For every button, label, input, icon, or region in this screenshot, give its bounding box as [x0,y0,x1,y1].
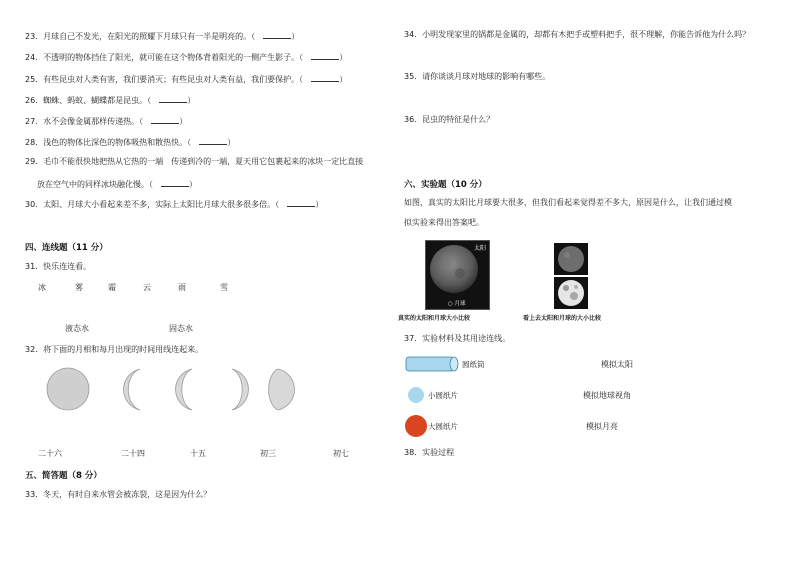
state-label: 固态水 [169,324,193,333]
caption-apparent-size: 看上去太阳和月球的大小比较 [523,315,602,322]
state-label: 液态水 [65,324,89,333]
large-disc-icon [403,413,429,439]
question-38: 38．实验过程 [404,448,455,457]
question-27: 27．水不会像金属那样传递热。（ ） [25,117,188,126]
experiment-intro-line1: 如图，真实的太阳比月球要大很多，但我们看起来觉得差不多大，原因是什么，让我们通过模 [404,198,732,207]
question-25: 25．有些昆虫对人类有害，我们要消灭；有些昆虫对人类有益，我们要保护。（ ） [25,75,348,84]
sun-disc-icon [554,243,588,275]
date-label: 十五 [190,449,206,458]
weather-word: 云 [143,283,151,292]
question-34: 34．小明发现家里的锅都是金属的，却都有木把手或塑料把手，很不理解，你能告诉他为什么吗？ [404,30,751,39]
date-label: 初三 [260,449,276,458]
weather-word: 霜 [108,283,116,292]
question-29-line2: 放在空气中的同样冰块融化慢。（ ） [37,180,197,189]
moon-disc-icon [554,277,588,309]
question-30: 30．太阳、月球大小看起来差不多，实际上太阳比月球大很多很多倍。（ ） [25,200,324,209]
use-label: 模拟地球视角 [583,391,631,400]
material-label: 圆纸筒 [462,360,485,369]
paper-tube-icon [405,355,461,373]
question-33: 33．冬天，有时自来水管会被冻裂，这是因为什么？ [25,490,212,499]
weather-word: 雪 [220,283,228,292]
question-26: 26．蜘蛛、蚂蚁、蝴蝶都是昆虫。（ ） [25,96,196,105]
question-29-line1: 29．毛巾不能很快地把热从它热的一端 传递到冷的一端，夏天用它包裹起来的冰块一定比直接 [25,157,364,166]
small-disc-icon [406,385,426,405]
apparent-moon-image [554,277,588,309]
waning-crescent-icon [176,369,192,410]
full-moon-icon [47,368,89,410]
date-label: 初七 [333,449,349,458]
weather-word: 雾 [75,283,83,292]
sun-moon-real-figure [425,240,490,310]
section-6-heading: 六、实验题（10 分） [404,180,487,190]
weather-word: 雨 [178,283,186,292]
section-5-heading: 五、简答题（8 分） [25,471,102,481]
question-23: 23．月球自己不发光，在阳光的照耀下月球只有一半是明亮的。（ ） [25,32,300,41]
moon-phases [40,366,340,416]
weather-word: 冰 [38,283,46,292]
sun-label: 太阳 [473,245,486,252]
question-32: 32．将下面的月相和每月出现的时间用线连起来。 [25,345,204,354]
material-label: 大圆纸片 [428,422,458,431]
question-35: 35．请你谈谈月球对地球的影响有哪些。 [404,72,551,81]
waning-crescent-icon [124,369,140,410]
apparent-sun-image [554,243,588,275]
date-label: 二十六 [38,449,62,458]
experiment-intro-line2: 拟实验来得出答案吧。 [404,218,484,227]
use-label: 模拟月亮 [586,422,618,431]
question-31: 31．快乐连连看。 [25,262,92,271]
question-36: 36．昆虫的特征是什么？ [404,115,495,124]
section-4-heading: 四、连线题（11 分） [25,243,108,253]
waxing-crescent-icon [232,369,248,410]
material-label: 小圆纸片 [428,391,458,400]
use-label: 模拟太阳 [601,360,633,369]
question-28: 28．浅色的物体比深色的物体吸热和散热快。（ ） [25,138,236,147]
date-label: 二十四 [121,449,145,458]
question-37: 37．实验材料及其用途连线。 [404,334,511,343]
caption-real-size: 真实的太阳和月球大小比较 [398,315,471,322]
waxing-gibbous-icon [269,369,295,410]
moon-label: ○ 月球 [448,301,466,307]
question-24: 24．不透明的物体挡住了阳光，就可能在这个物体背着阳光的一侧产生影子。（ ） [25,53,348,62]
